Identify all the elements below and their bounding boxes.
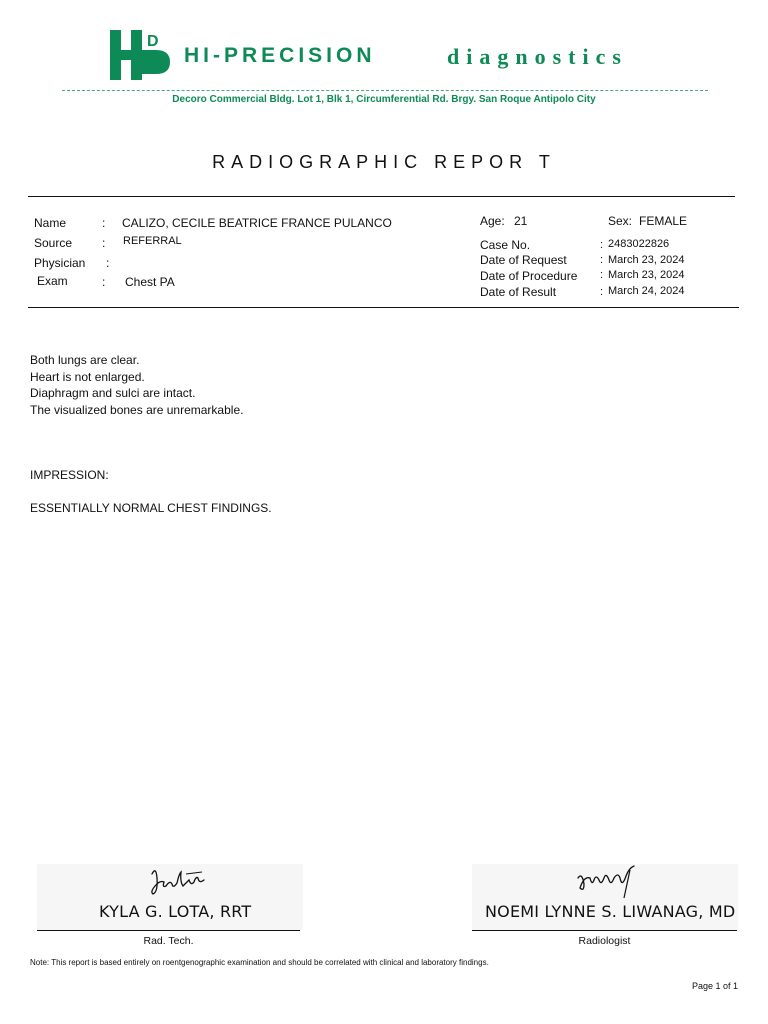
radiologist-name: NOEMI LYNNE S. LIWANAG, MD — [485, 902, 736, 921]
age-label: Age: — [480, 214, 505, 228]
impression-text: ESSENTIALLY NORMAL CHEST FINDINGS. — [30, 501, 272, 515]
brand-subtitle: diagnostics — [447, 44, 628, 69]
finding-line: Diaphragm and sulci are intact. — [30, 386, 196, 400]
info-bottom-rule — [28, 307, 739, 308]
radiologist-signature-mark — [572, 864, 642, 900]
sex-label: Sex: — [608, 214, 633, 228]
findings — [30, 352, 243, 418]
age-value: 21 — [514, 214, 528, 228]
procedure-sep: : — [600, 269, 604, 281]
name-label: Name — [34, 216, 67, 230]
finding-line: The visualized bones are unremarkable. — [30, 402, 244, 417]
sex-value: FEMALE — [639, 214, 688, 228]
patient-name: CALIZO, CECILE BEATRICE FRANCE PULANCO — [122, 216, 392, 230]
radiologist-signature-line — [472, 930, 737, 931]
info-top-rule — [28, 196, 735, 197]
source-value: REFERRAL — [123, 235, 182, 247]
case-sep: : — [600, 239, 604, 251]
disclaimer-note: Note: This report is based entirely on roentgenographic examination and should be correlated with clinical and laboratory findings. — [30, 958, 489, 967]
tech-name: KYLA G. LOTA, RRT — [99, 902, 252, 921]
request-sep: : — [600, 254, 604, 266]
result-value: March 24, 2024 — [608, 285, 685, 297]
procedure-label: Date of Procedure — [480, 269, 578, 283]
request-value: March 23, 2024 — [608, 254, 685, 266]
source-sep: : — [102, 236, 106, 250]
exam-value: Chest PA — [125, 275, 175, 289]
tech-role: Rad. Tech. — [143, 935, 194, 947]
clinic-address: Decoro Commercial Bldg. Lot 1, Blk 1, Circumferential Rd. Brgy. San Roque Antipolo City — [172, 94, 596, 105]
case-value: 2483022826 — [608, 238, 670, 250]
impression-label: IMPRESSION: — [30, 468, 109, 482]
exam-label: Exam — [37, 274, 68, 288]
tech-signature-line — [37, 930, 300, 931]
brand-name: HI-PRECISION — [184, 44, 376, 67]
case-label: Case No. — [480, 238, 531, 252]
physician-sep: : — [106, 256, 110, 270]
request-label: Date of Request — [480, 253, 567, 267]
source-label: Source — [34, 236, 73, 250]
result-label: Date of Result — [480, 285, 557, 299]
name-sep: : — [102, 216, 106, 230]
exam-sep: : — [102, 275, 106, 289]
report-title: RADIOGRAPHIC REPOR T — [212, 152, 556, 172]
clinic-logo — [110, 30, 172, 80]
physician-label: Physician — [34, 256, 86, 270]
result-sep: : — [600, 286, 604, 298]
svg-text:D: D — [147, 33, 159, 50]
tech-signature-mark — [146, 864, 208, 900]
finding-line: Heart is not enlarged. — [30, 369, 145, 384]
page-number: Page 1 of 1 — [692, 981, 739, 991]
finding-line: Both lungs are clear. — [30, 353, 140, 367]
header-divider — [62, 90, 708, 91]
radiologist-role: Radiologist — [578, 935, 631, 947]
procedure-value: March 23, 2024 — [608, 269, 685, 281]
